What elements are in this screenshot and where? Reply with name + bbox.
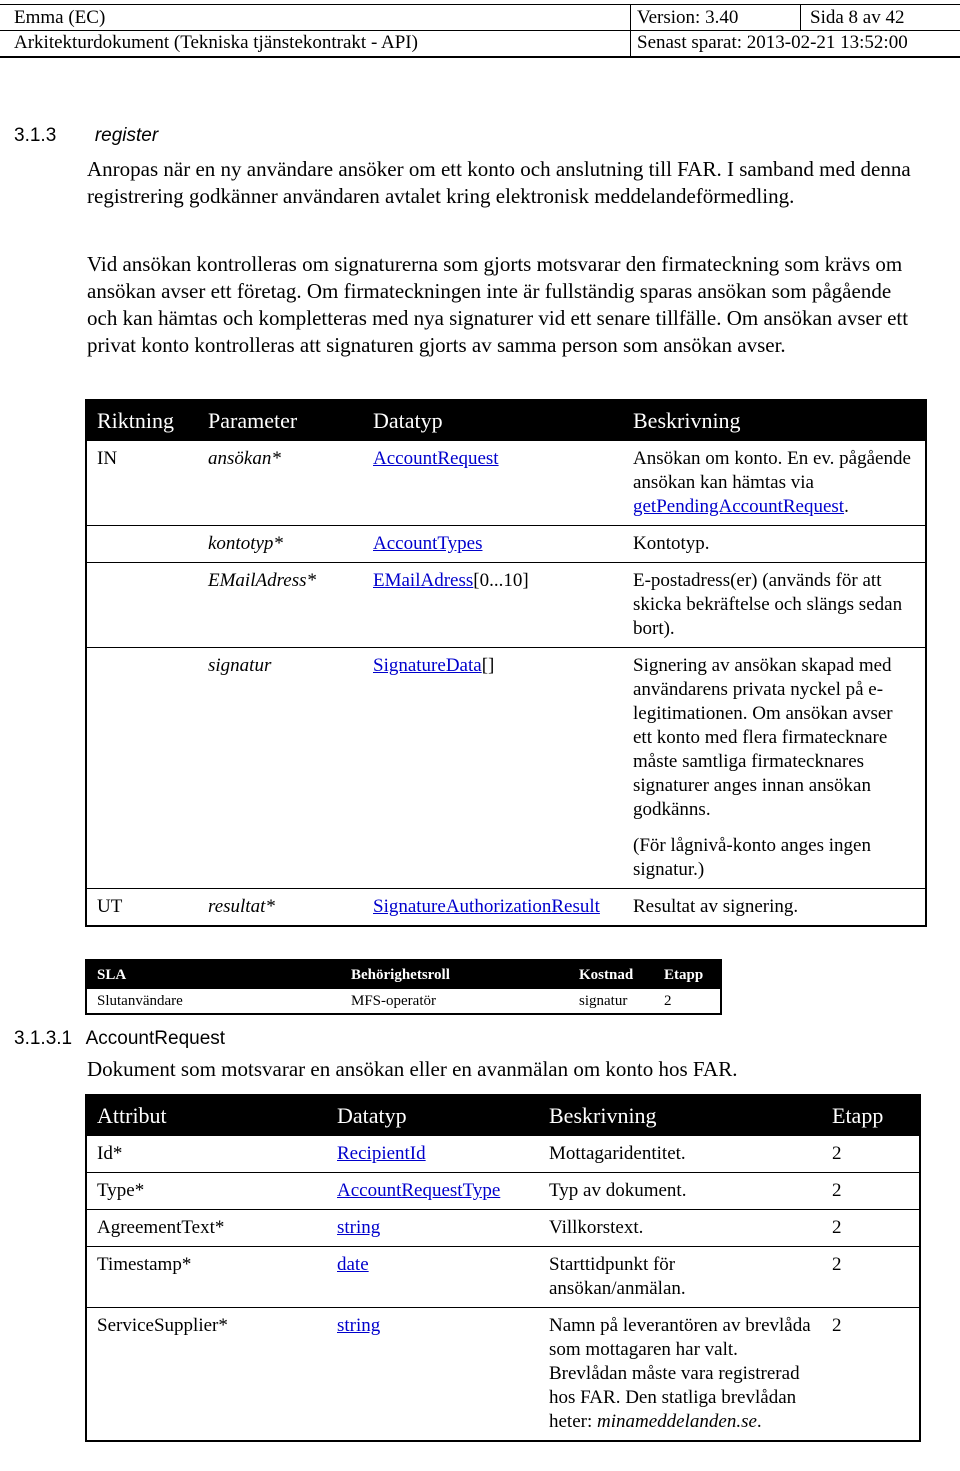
- cell-attribute: Id*: [86, 1136, 327, 1173]
- section-heading: [14, 124, 158, 148]
- cell-description: Resultat av signering.: [633, 896, 799, 917]
- col-header-riktning: Riktning: [86, 400, 198, 441]
- cell-etapp: 2: [822, 1136, 920, 1173]
- description-note: (För lågnivå-konto anges ingen signatur.): [633, 835, 871, 880]
- description-period: .: [756, 1411, 762, 1432]
- subsection-title: AccountRequest: [85, 1028, 226, 1049]
- cell-role: MFS-operatör: [351, 992, 436, 1009]
- cell-etapp: 2: [822, 1173, 920, 1210]
- col-header-datatyp: Datatyp: [327, 1095, 539, 1136]
- datatype-link[interactable]: AccountRequestType: [337, 1180, 501, 1201]
- get-pending-account-request-link[interactable]: getPendingAccountRequest: [633, 496, 845, 517]
- table-row: [86, 526, 926, 563]
- cell-cost: signatur: [579, 992, 628, 1009]
- cell-datatype: [363, 526, 623, 563]
- description-text: Namn på leverantören av brevlåda som mottagaren har valt. Brevlådan måste vara registrerad hos FAR. Den statliga brevlådan heter:: [549, 1315, 811, 1432]
- cell-parameter: ansökan*: [198, 441, 363, 526]
- cell-description: [623, 441, 926, 526]
- cell-datatype: [327, 1173, 539, 1210]
- datatype-suffix: []: [481, 655, 495, 676]
- table-row: [86, 1173, 920, 1210]
- cell-parameter: kontotyp*: [198, 526, 363, 563]
- cell-parameter: signatur: [198, 648, 363, 889]
- cell-datatype: [363, 441, 623, 526]
- parameters-table: [85, 399, 927, 927]
- cell-etapp: 2: [822, 1308, 920, 1442]
- cell-etapp: 2: [822, 1247, 920, 1308]
- attribute-table-header: [86, 1095, 920, 1136]
- table-row: [86, 1136, 920, 1173]
- datatype-link[interactable]: string: [337, 1315, 381, 1336]
- header-version: Version: 3.40: [637, 7, 739, 28]
- datatype-link[interactable]: string: [337, 1217, 381, 1238]
- col-header-sla: SLA: [86, 960, 341, 989]
- col-header-datatyp: Datatyp: [363, 400, 623, 441]
- header-divider-2: [800, 4, 801, 30]
- description-text: Ansökan om konto. En ev. pågående ansökan kan hämtas via: [633, 448, 911, 493]
- datatype-link[interactable]: SignatureData: [373, 655, 482, 676]
- section-title: register: [94, 125, 159, 146]
- cell-parameter: resultat*: [208, 896, 275, 917]
- section-paragraph-1: Anropas när en ny användare ansöker om ett konto och anslutning till FAR. I samband med denna registrering godkänner användaren avtalet kring elektronisk meddelandeförmedling.: [87, 157, 911, 208]
- subsection-number: 3.1.3.1: [14, 1028, 73, 1049]
- section-paragraph-2: Vid ansökan kontrolleras om signaturerna som gjorts motsvarar den firmateckning som krävs om ansökan avser ett företag. Om firmateckningen inte är fullständig sparas ansökan som pågående och kan hämtas och kompletteras med nya signaturer vid ett senare tillfälle. Om ansökan avser ett privat konto kontrolleras att signaturen gjorts av samma person som ansökan avser.: [87, 252, 909, 357]
- cell-direction: [86, 563, 198, 648]
- cell-parameter: EMailAdress*: [198, 563, 363, 648]
- cell-description: E-postadress(er) (används för att skicka bekräftelse och slängs sedan bort).: [623, 563, 926, 648]
- cell-description: Mottagaridentitet.: [539, 1136, 822, 1173]
- cell-description: [539, 1308, 822, 1442]
- cell-datatype: [327, 1136, 539, 1173]
- description-period: .: [844, 496, 849, 517]
- cell-attribute: AgreementText*: [86, 1210, 327, 1247]
- cell-datatype: [327, 1210, 539, 1247]
- cell-etapp: 2: [822, 1210, 920, 1247]
- header-saved: Senast sparat: 2013-02-21 13:52:00: [637, 32, 908, 53]
- cell-etapp: 2: [664, 992, 672, 1009]
- col-header-etapp: Etapp: [654, 960, 721, 989]
- sla-table-header: [86, 960, 721, 989]
- table-row: [86, 441, 926, 526]
- cell-description: Kontotyp.: [623, 526, 926, 563]
- cell-description: Villkorstext.: [539, 1210, 822, 1247]
- datatype-link[interactable]: SignatureAuthorizationResult: [373, 896, 600, 917]
- col-header-kostnad: Kostnad: [569, 960, 654, 989]
- datatype-link[interactable]: EMailAdress: [373, 570, 474, 591]
- cell-description: Starttidpunkt för ansökan/anmälan.: [539, 1247, 822, 1308]
- cell-datatype: [363, 889, 623, 927]
- cell-attribute: ServiceSupplier*: [86, 1308, 327, 1442]
- cell-datatype: [363, 648, 623, 889]
- col-header-beskrivning: Beskrivning: [623, 400, 926, 441]
- table-row: [86, 1247, 920, 1308]
- header-author: Emma (EC): [14, 7, 106, 28]
- sla-table: [85, 959, 722, 1015]
- cell-attribute: Timestamp*: [86, 1247, 327, 1308]
- datatype-link[interactable]: date: [337, 1254, 369, 1275]
- cell-direction: IN: [86, 441, 198, 526]
- mailbox-name: minameddelanden.se: [597, 1411, 757, 1432]
- col-header-beskrivning: Beskrivning: [539, 1095, 822, 1136]
- table-row: [86, 989, 721, 1014]
- table-row: [86, 889, 926, 927]
- table-row: [86, 1308, 920, 1442]
- attribute-table: [85, 1094, 921, 1442]
- header-page-number: Sida 8 av 42: [810, 7, 905, 28]
- cell-datatype: [327, 1308, 539, 1442]
- section-number: 3.1.3: [14, 125, 57, 146]
- datatype-link[interactable]: AccountTypes: [373, 533, 483, 554]
- col-header-parameter: Parameter: [198, 400, 363, 441]
- cell-description: Typ av dokument.: [539, 1173, 822, 1210]
- cell-direction: [86, 648, 198, 889]
- subsection-heading: [14, 1027, 225, 1051]
- cell-sla: Slutanvändare: [97, 992, 183, 1009]
- col-header-behorighetsroll: Behörighetsroll: [341, 960, 569, 989]
- table-row: [86, 563, 926, 648]
- header-top-rule: [0, 4, 960, 5]
- table-row: [86, 1210, 920, 1247]
- datatype-suffix: [0...10]: [473, 570, 529, 591]
- page-header: [0, 0, 960, 58]
- cell-direction: [86, 526, 198, 563]
- cell-datatype: [363, 563, 623, 648]
- table-row: [86, 648, 926, 889]
- col-header-attribut: Attribut: [86, 1095, 327, 1136]
- header-bottom-rule: [0, 56, 960, 58]
- parameters-table-header: [86, 400, 926, 441]
- description-text: Signering av ansökan skapad med användarens privata nyckel på e-legitimationen. Om ansökan avser ett konto med flera firmatecknare måste samtliga firmatecknares signaturer anges innan ansökan godkänns.: [633, 655, 893, 820]
- cell-datatype: [327, 1247, 539, 1308]
- cell-description: [623, 648, 926, 889]
- datatype-link[interactable]: RecipientId: [337, 1143, 426, 1164]
- datatype-link[interactable]: AccountRequest: [373, 448, 499, 469]
- col-header-etapp: Etapp: [822, 1095, 920, 1136]
- cell-attribute: Type*: [86, 1173, 327, 1210]
- cell-direction: UT: [97, 896, 123, 917]
- header-doc-title: Arkitekturdokument (Tekniska tjänstekontrakt - API): [14, 32, 418, 53]
- subsection-paragraph: Dokument som motsvarar en ansökan eller en avanmälan om konto hos FAR.: [87, 1057, 738, 1081]
